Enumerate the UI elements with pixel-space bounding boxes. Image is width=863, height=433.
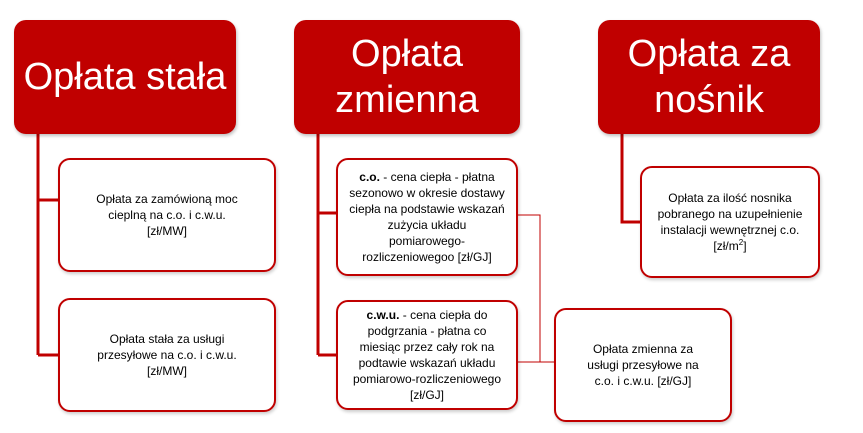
box-line: miesiąc przez cały rok na	[359, 340, 495, 354]
box-line: Opłata stała za usługi	[109, 332, 225, 346]
connector-przesylowe	[518, 215, 556, 362]
unit-superscript: 2	[738, 238, 744, 247]
header-oplata-stala	[14, 20, 236, 134]
connector-stala	[38, 118, 60, 355]
box-oplata-zmienna-przesylowe	[554, 308, 732, 422]
box-line: pobranego na uzupełnienie	[657, 207, 803, 221]
box-line: Opłata za ilość nosnika	[668, 191, 792, 205]
box-line: cieplną na c.o. i c.w.u.	[108, 208, 226, 222]
box-first-rest: - cena ciepła do	[399, 308, 488, 322]
header-oplata-zmienna-line2: zmienna	[335, 79, 479, 121]
box-line: instalacji wewnętrznej c.o.	[660, 223, 800, 237]
header-oplata-za-nosnik-line2: nośnik	[654, 79, 764, 121]
header-oplata-za-nosnik	[598, 20, 820, 134]
unit-text: [zł/m	[713, 239, 739, 253]
unit-end: ]	[743, 239, 747, 253]
box-oplata-za-nosnik	[640, 166, 820, 278]
header-oplata-stala-label: Opłata stała	[23, 56, 227, 98]
box-line: zużycia układu	[387, 218, 467, 232]
connector-zmienna	[318, 118, 338, 355]
box-line: Opłata za zamówioną moc	[96, 192, 238, 206]
box-line: sezonowo w okresie dostawy	[349, 186, 505, 200]
box-cwu-cena-ciepla	[336, 300, 518, 410]
box-line: rozliczeniowegoo [zł/GJ]	[362, 250, 492, 264]
header-oplata-zmienna-line1: Opłata	[351, 33, 463, 75]
box-co-cena-ciepla	[336, 158, 518, 276]
box-line: pomiarowego-	[388, 234, 466, 248]
header-oplata-zmienna	[294, 20, 520, 134]
header-oplata-za-nosnik-line1: Opłata za	[627, 33, 791, 75]
box-line: ciepła na podstawie wskazań	[349, 202, 505, 216]
box-line: podtawie wskazań układu	[358, 356, 496, 370]
box-bold-cwu: c.w.u.	[366, 308, 400, 322]
box-line: przesyłowe na c.o. i c.w.u.	[97, 348, 237, 362]
box-line-unit	[713, 238, 746, 254]
box-line: usługi przesyłowe na	[587, 358, 699, 372]
box-line: Opłata zmienna za	[592, 342, 694, 356]
box-zamowiona-moc	[58, 158, 276, 272]
box-first-rest: - cena ciepła - płatna	[379, 170, 495, 184]
box-line: pomiarowo-rozliczeniowego	[352, 372, 502, 386]
box-line: c.o. i c.w.u. [zł/GJ]	[594, 374, 692, 388]
box-line: [zł/MW]	[147, 224, 187, 238]
box-oplata-stala-przesylowe	[58, 298, 276, 412]
box-line	[359, 169, 494, 185]
box-bold-co: c.o.	[359, 170, 380, 184]
box-line: podgrzania - płatna co	[367, 324, 487, 338]
box-line	[367, 307, 488, 323]
box-line: [zł/MW]	[147, 364, 187, 378]
box-line: [zł/GJ]	[409, 388, 444, 402]
